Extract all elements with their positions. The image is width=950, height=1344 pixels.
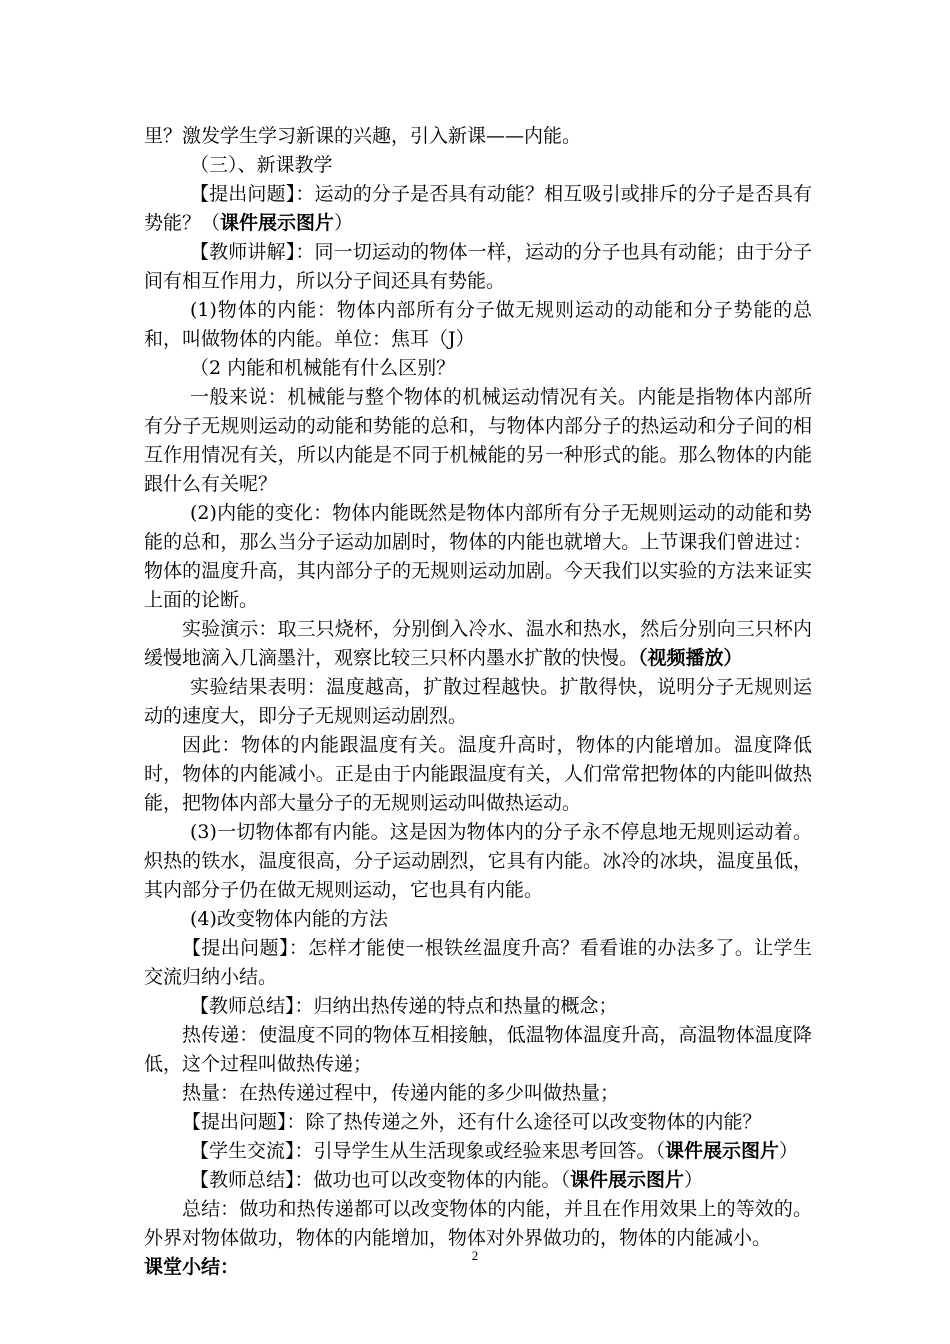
paragraph — [144, 499, 812, 615]
bold-text: 课件展示图片 — [570, 1169, 685, 1191]
text-run: ） — [684, 1169, 704, 1191]
bold-text: （视频播放） — [638, 647, 743, 669]
text-run: 热量：在热传递过程中，传递内能的多少叫做热量； — [182, 1082, 620, 1104]
text-run: 里？激发学生学习新课的兴趣，引入新课——内能。 — [144, 125, 582, 147]
text-run: 【提出问题】：怎样才能使一根铁丝温度升高？看看谁的办法多了。让学生交流归纳小结。 — [144, 937, 812, 988]
paragraph — [144, 1108, 812, 1137]
paragraph — [144, 1079, 812, 1108]
page-number: 2 — [471, 1248, 479, 1263]
text-run: ） — [334, 212, 354, 234]
paragraph — [144, 992, 812, 1021]
text-run: 热传递：使温度不同的物体互相接触，低温物体温度升高，高温物体温度降低，这个过程叫做热传递； — [144, 1024, 812, 1075]
text-run: (1)物体的内能：物体内部所有分子做无规则运动的动能和分子势能的总和，叫做物体的内能。单位：焦耳（J） — [144, 299, 812, 350]
paragraph — [144, 1137, 812, 1166]
paragraph — [144, 151, 812, 180]
paragraph — [144, 354, 812, 383]
paragraph — [144, 180, 812, 238]
text-run: 实验演示：取三只烧杯，分别倒入冷水、温水和热水，然后分别向三只杯内缓慢地滴入几滴墨汁，观察比较三只杯内墨水扩散的快慢。 — [144, 618, 812, 669]
text-run: 【教师总结】：归纳出热传递的特点和热量的概念； — [190, 995, 618, 1017]
bold-text: 课件展示图片 — [220, 212, 335, 234]
paragraph — [144, 122, 812, 151]
document-body — [144, 122, 812, 1282]
text-run: (3)一切物体都有内能。这是因为物体内的分子永不停息地无规则运动着。炽热的铁水，温度很高，分子运动剧烈，它具有内能。冰冷的冰块，温度虽低，其内部分子仍在做无规则运动，它也具有内能。 — [144, 821, 812, 901]
text-run: (2)内能的变化：物体内能既然是物体内部所有分子无规则运动的动能和势能的总和，那么当分子运动加剧时，物体的内能也就增大。上节课我们曾进过：物体的温度升高，其内部分子的无规则运动加剧。今天我们以实验的方法来证实上面的论断。 — [144, 502, 812, 611]
text-run: 因此：物体的内能跟温度有关。温度升高时，物体的内能增加。温度降低时，物体的内能减小。正是由于内能跟温度有关，人们常常把物体的内能叫做热能，把物体内部大量分子的无规则运动叫做热运动。 — [144, 734, 812, 814]
text-run: （2 内能和机械能有什么区别？ — [190, 357, 456, 379]
text-run: ） — [779, 1140, 799, 1162]
paragraph — [144, 296, 812, 354]
text-run: （三）、新课教学 — [190, 154, 333, 176]
paragraph — [144, 1195, 812, 1253]
text-run: 一般来说：机械能与整个物体的机械运动情况有关。内能是指物体内部所有分子无规则运动的动能和势能的总和，与物体内部分子的热运动和分子间的相互作用情况有关，所以内能是不同于机械能的另一种形式的能。那么物体的内能跟什么有关呢？ — [144, 386, 812, 495]
paragraph — [144, 615, 812, 673]
paragraph — [144, 238, 812, 296]
paragraph — [144, 383, 812, 499]
text-run: 【学生交流】：引导学生从生活现象或经验来思考回答。（ — [190, 1140, 666, 1162]
text-run: 实验结果表明：温度越高，扩散过程越快。扩散得快，说明分子无规则运动的速度大，即分子无规则运动剧烈。 — [144, 676, 812, 727]
paragraph — [144, 1166, 812, 1195]
paragraph — [144, 1021, 812, 1079]
paragraph — [144, 934, 812, 992]
paragraph — [144, 818, 812, 905]
text-run: (4)改变物体内能的方法 — [190, 908, 388, 930]
text-run: 【提出问题】：除了热传递之外，还有什么途径可以改变物体的内能？ — [182, 1111, 762, 1133]
text-run: 总结：做功和热传递都可以改变物体的内能，并且在作用效果上的等效的。外界对物体做功，物体的内能增加，物体对外界做功的，物体的内能减小。 — [144, 1198, 812, 1249]
bold-text: 课件展示图片 — [665, 1140, 780, 1162]
paragraph — [144, 905, 812, 934]
paragraph — [144, 731, 812, 818]
paragraph — [144, 673, 812, 731]
bold-text: 课堂小结： — [144, 1256, 240, 1278]
text-run: 【提出问题】：运动的分子是否具有动能？相互吸引或排斥的分子是否具有势能？（ — [144, 183, 812, 234]
text-run: 【教师总结】：做功也可以改变物体的内能。（ — [190, 1169, 571, 1191]
text-run: 【教师讲解】：同一切运动的物体一样，运动的分子也具有动能；由于分子间有相互作用力，所以分子间还具有势能。 — [144, 241, 812, 292]
